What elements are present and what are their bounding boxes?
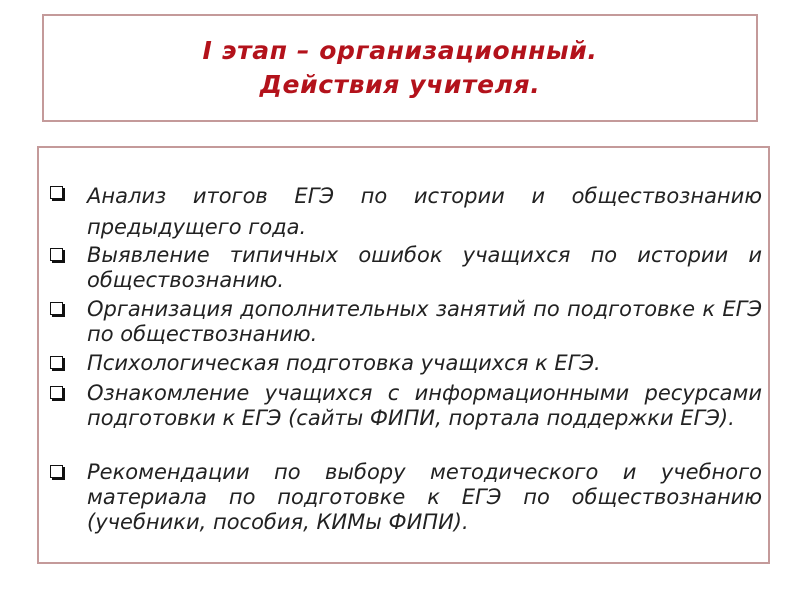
bullet-text: Организация дополнительных занятий по подготовке к ЕГЭ по обществознанию. (87, 297, 762, 346)
bullet-text: Рекомендации по выбору методического и учебного материала по подготовке к ЕГЭ по обществознанию (учебники, пособия, КИМы ФИПИ). (87, 460, 762, 534)
checkbox-square-icon (50, 465, 63, 478)
bullet-item (87, 243, 762, 293)
bullet-item (87, 351, 762, 376)
bullet-text: Ознакомление учащихся с информационными ресурсами подготовки к ЕГЭ (сайты ФИПИ, портала поддержки ЕГЭ). (87, 381, 762, 430)
bullet-item (87, 181, 762, 243)
checkbox-square-icon (50, 302, 63, 315)
checkbox-square-icon (50, 248, 63, 261)
bullet-item (87, 381, 762, 431)
checkbox-square-icon (50, 186, 63, 199)
checkbox-square-icon (50, 356, 63, 369)
checkbox-square-icon (50, 386, 63, 399)
bullet-item (87, 460, 762, 535)
slide-title-line-1: I этап – организационный. (202, 36, 598, 65)
bullet-text: Выявление типичных ошибок учащихся по истории и обществознанию. (87, 243, 762, 292)
bullet-text: Психологическая подготовка учащихся к ЕГЭ. (87, 351, 601, 375)
bullet-text: Анализ итогов ЕГЭ по истории и обществознанию предыдущего года. (87, 184, 762, 239)
slide-title-line-2: Действия учителя. (259, 70, 541, 99)
bullet-item (87, 297, 762, 347)
title-box (42, 14, 758, 122)
content-box (37, 146, 770, 564)
